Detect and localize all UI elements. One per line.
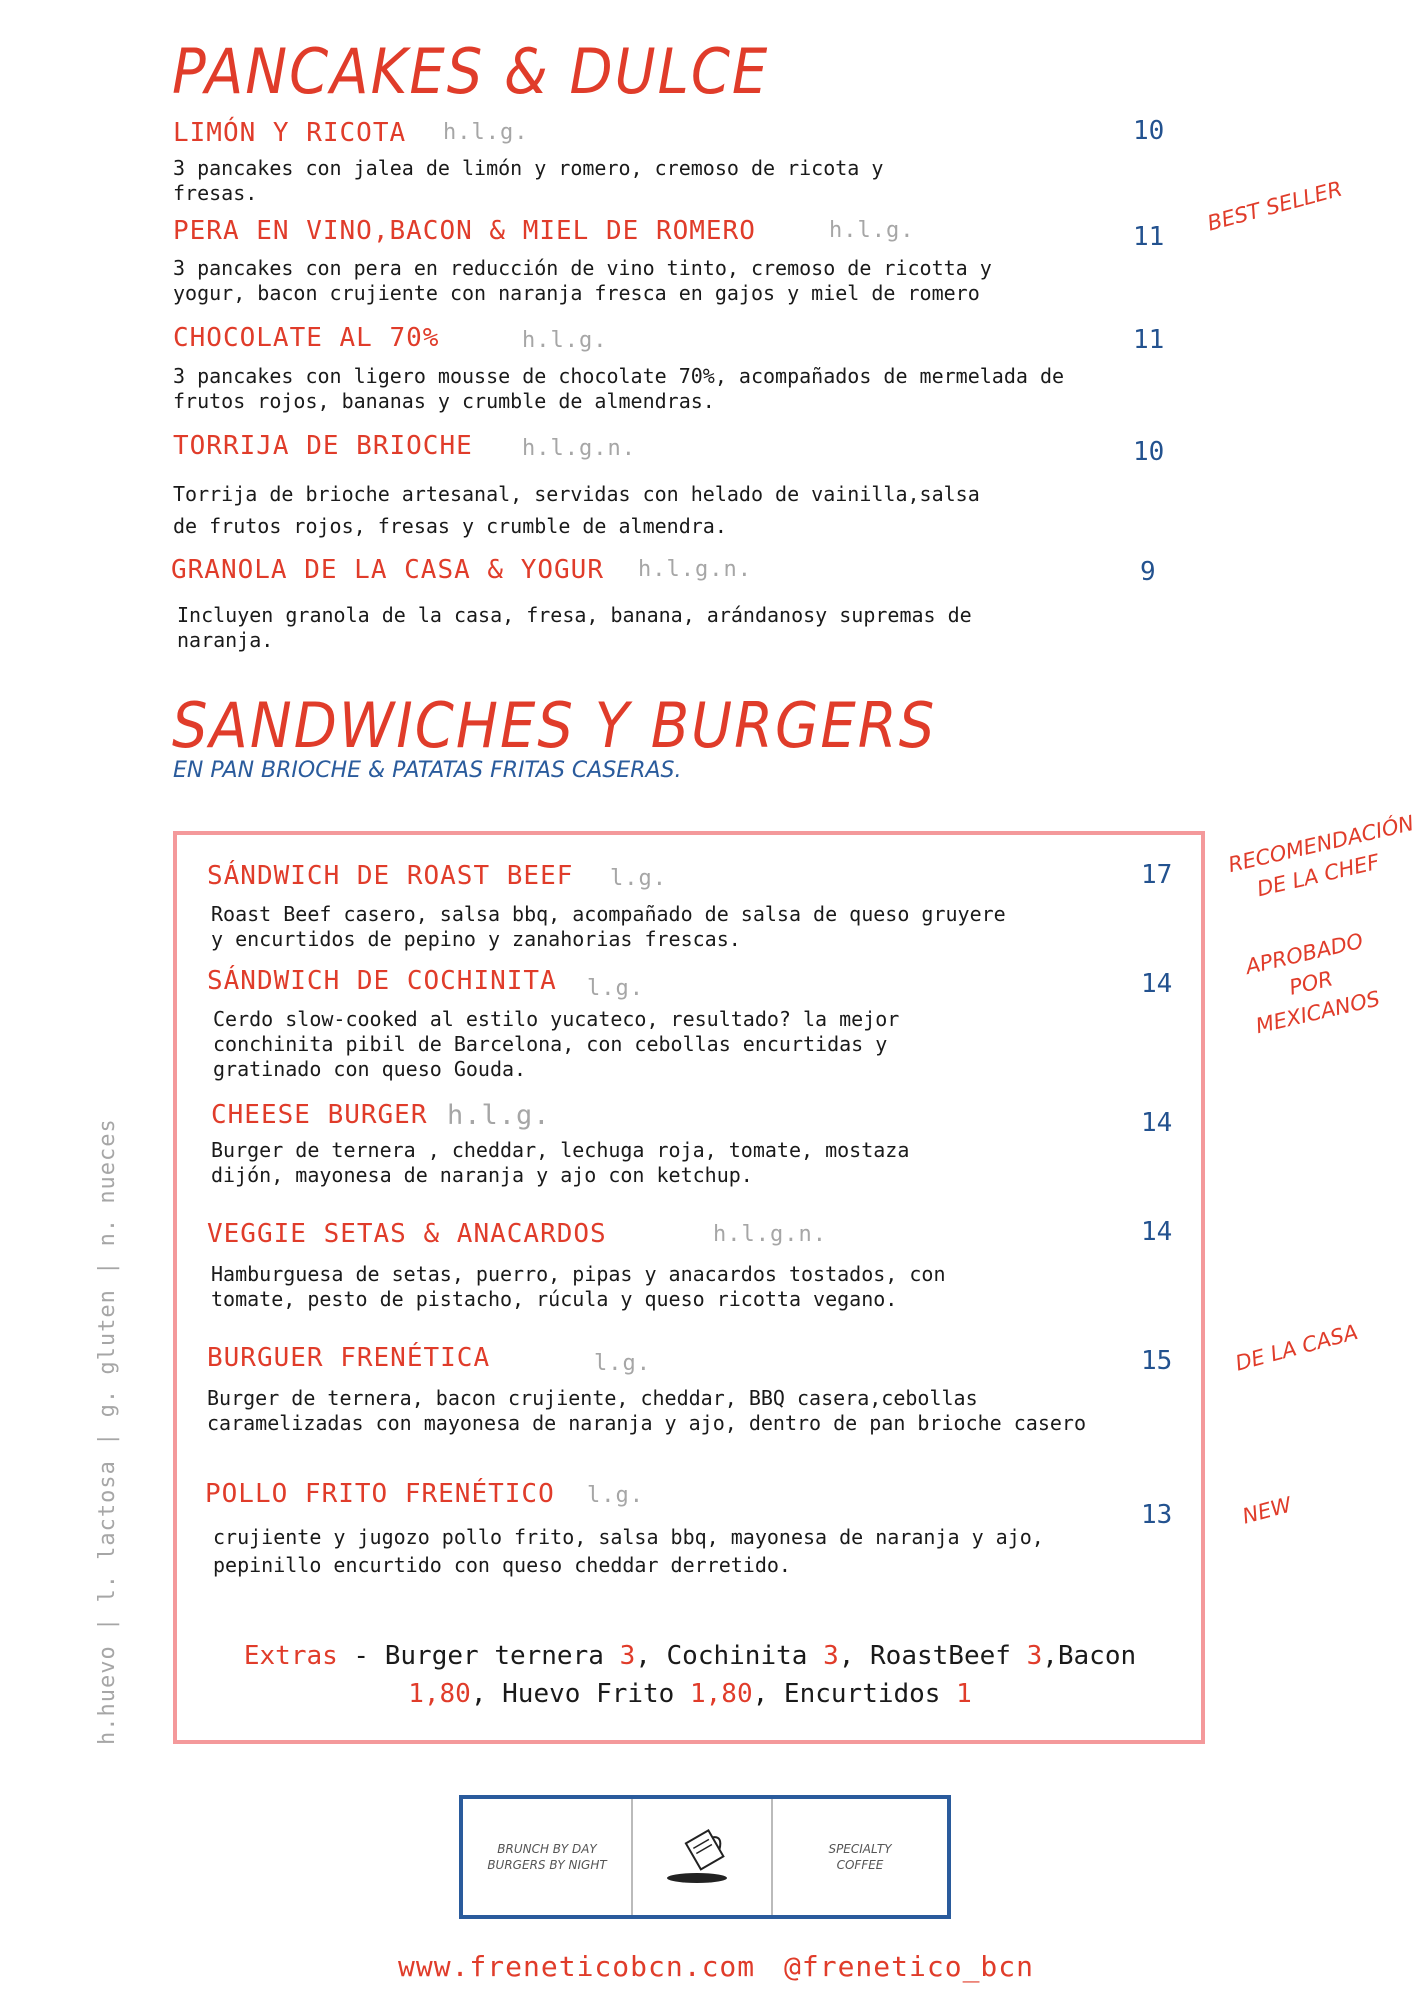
allergen-tags: h.l.g.n.	[638, 557, 752, 582]
section-title-pancakes: PANCAKES & DULCE	[172, 36, 770, 109]
extras-price: 1,80	[408, 1679, 471, 1709]
menu-item-description: crujiente y jugozo pollo frito, salsa bbq, mayonesa de naranja y ajo, pepinillo encurtido con queso cheddar derretido.	[213, 1525, 1044, 1577]
menu-item-name: BURGUER FRENÉTICA	[207, 1343, 491, 1373]
menu-item-name: CHEESE BURGER	[211, 1100, 428, 1130]
menu-item-price: 14	[1141, 969, 1173, 999]
menu-item-description: 3 pancakes con jalea de limón y romero, cremoso de ricota y fresas.	[173, 156, 884, 205]
allergen-tags: h.l.g.n.	[713, 1222, 827, 1247]
coffee-cup-icon	[657, 1822, 747, 1892]
footer-tagline: BRUNCH BY DAY BURGERS BY NIGHT	[487, 1842, 607, 1872]
allergen-legend: h.huevo | l. lactosa | g. gluten | n. nueces	[95, 1118, 120, 1745]
menu-item-name: VEGGIE SETAS & ANACARDOS	[207, 1219, 607, 1249]
extras-text: , Cochinita	[635, 1641, 824, 1671]
allergen-tags: h.l.g.	[829, 218, 915, 243]
menu-item-price: 11	[1133, 325, 1165, 355]
menu-item-name: SÁNDWICH DE COCHINITA	[207, 966, 557, 996]
allergen-tags: h.l.g.	[522, 328, 608, 353]
menu-item-name: PERA EN VINO,BACON & MIEL DE ROMERO	[173, 216, 756, 246]
menu-item-description: Hamburguesa de setas, puerro, pipas y anacardos tostados, con tomate, pesto de pistacho, rúcula y queso ricotta vegano.	[211, 1262, 946, 1311]
menu-item-price: 10	[1133, 437, 1165, 467]
menu-item-price: 14	[1141, 1217, 1173, 1247]
instagram-link[interactable]: @frenetico_bcn	[784, 1950, 1035, 1983]
allergen-tags: l.g.	[594, 1351, 651, 1376]
menu-item-name: GRANOLA DE LA CASA & YOGUR	[171, 555, 604, 585]
website-link[interactable]: www.freneticobcn.com	[398, 1950, 756, 1983]
menu-item-price: 17	[1141, 860, 1173, 890]
menu-item-price: 13	[1141, 1500, 1173, 1530]
menu-item-description: Torrija de brioche artesanal, servidas con helado de vainilla,salsa de frutos rojos, fresas y crumble de almendra.	[173, 482, 980, 538]
annotation-note: NEW	[1239, 1492, 1295, 1529]
annotation-note: APROBADO POR MEXICANOS	[1243, 928, 1383, 1039]
menu-item-price: 15	[1141, 1346, 1173, 1376]
extras-text: Burger ternera	[384, 1641, 620, 1671]
annotation-note: DE LA CASA	[1232, 1319, 1361, 1376]
extras-text: ,Bacon	[1042, 1641, 1137, 1671]
menu-item-description: 3 pancakes con ligero mousse de chocolate 70%, acompañados de mermelada de frutos rojos, bananas y crumble de almendras.	[173, 364, 1065, 413]
section-title-sandwiches: SANDWICHES Y BURGERS	[172, 690, 937, 763]
menu-item-price: 10	[1133, 116, 1165, 146]
allergen-tags: l.g.	[610, 866, 667, 891]
menu-item-price: 9	[1140, 557, 1156, 587]
menu-item-name: SÁNDWICH DE ROAST BEEF	[207, 861, 574, 891]
menu-item-description: Burger de ternera, bacon crujiente, cheddar, BBQ casera,cebollas caramelizadas con mayonesa de naranja y ajo, dentro de pan brioche casero	[207, 1386, 1086, 1435]
extras-line	[230, 1637, 1150, 1713]
annotation-note: RECOMENDACIÓN DE LA CHEF	[1225, 811, 1417, 902]
menu-item-price: 14	[1141, 1108, 1173, 1138]
menu-item-name: CHOCOLATE AL 70%	[173, 323, 440, 353]
extras-text: , RoastBeef	[838, 1641, 1027, 1671]
extras-price: 3	[823, 1641, 839, 1671]
extras-price: 1,80	[690, 1679, 753, 1709]
extras-text: , Huevo Frito	[470, 1679, 690, 1709]
allergen-tags: l.g.	[587, 1483, 644, 1508]
extras-sep: -	[337, 1641, 385, 1671]
extras-text: , Encurtidos	[752, 1679, 957, 1709]
section-subtitle: EN PAN BRIOCHE & PATATAS FRITAS CASERAS.	[173, 758, 682, 783]
annotation-note: BEST SELLER	[1204, 176, 1345, 236]
footer-cell-right	[773, 1799, 947, 1915]
allergen-tags: l.g.	[587, 976, 644, 1001]
menu-item-price: 11	[1133, 222, 1165, 252]
menu-item-name: TORRIJA DE BRIOCHE	[173, 431, 473, 461]
menu-item-name: LIMÓN Y RICOTA	[173, 118, 407, 148]
menu-item-description: Cerdo slow-cooked al estilo yucateco, resultado? la mejor conchinita pibil de Barcelona, con cebollas encurtidas y gratinado con queso Gouda.	[213, 1007, 900, 1081]
menu-item-description: 3 pancakes con pera en reducción de vino tinto, cremoso de ricotta y yogur, bacon crujiente con naranja fresca en gajos y miel de romero	[173, 256, 992, 305]
footer-coffee: SPECIALTY COFFEE	[828, 1842, 892, 1872]
menu-item-description: Burger de ternera , cheddar, lechuga roja, tomate, mostaza dijón, mayonesa de naranja y ajo con ketchup.	[211, 1138, 910, 1187]
menu-item-name: POLLO FRITO FRENÉTICO	[205, 1479, 555, 1509]
extras-price: 3	[1026, 1641, 1043, 1671]
extras-label: Extras	[243, 1641, 338, 1671]
footer-cell-logo	[633, 1799, 773, 1915]
footer-cell-left	[463, 1799, 633, 1915]
footer-brand-box	[459, 1795, 951, 1919]
allergen-tags: h.l.g.	[443, 120, 529, 145]
allergen-tags: h.l.g.n.	[522, 436, 636, 461]
allergen-tags: h.l.g.	[447, 1100, 551, 1131]
menu-item-description: Incluyen granola de la casa, fresa, banana, arándanosy supremas de naranja.	[177, 603, 972, 652]
menu-item-description: Roast Beef casero, salsa bbq, acompañado de salsa de queso gruyere y encurtidos de pepino y zanahorias frescas.	[211, 902, 1006, 951]
extras-price: 3	[619, 1641, 636, 1671]
extras-price: 1	[956, 1679, 972, 1709]
